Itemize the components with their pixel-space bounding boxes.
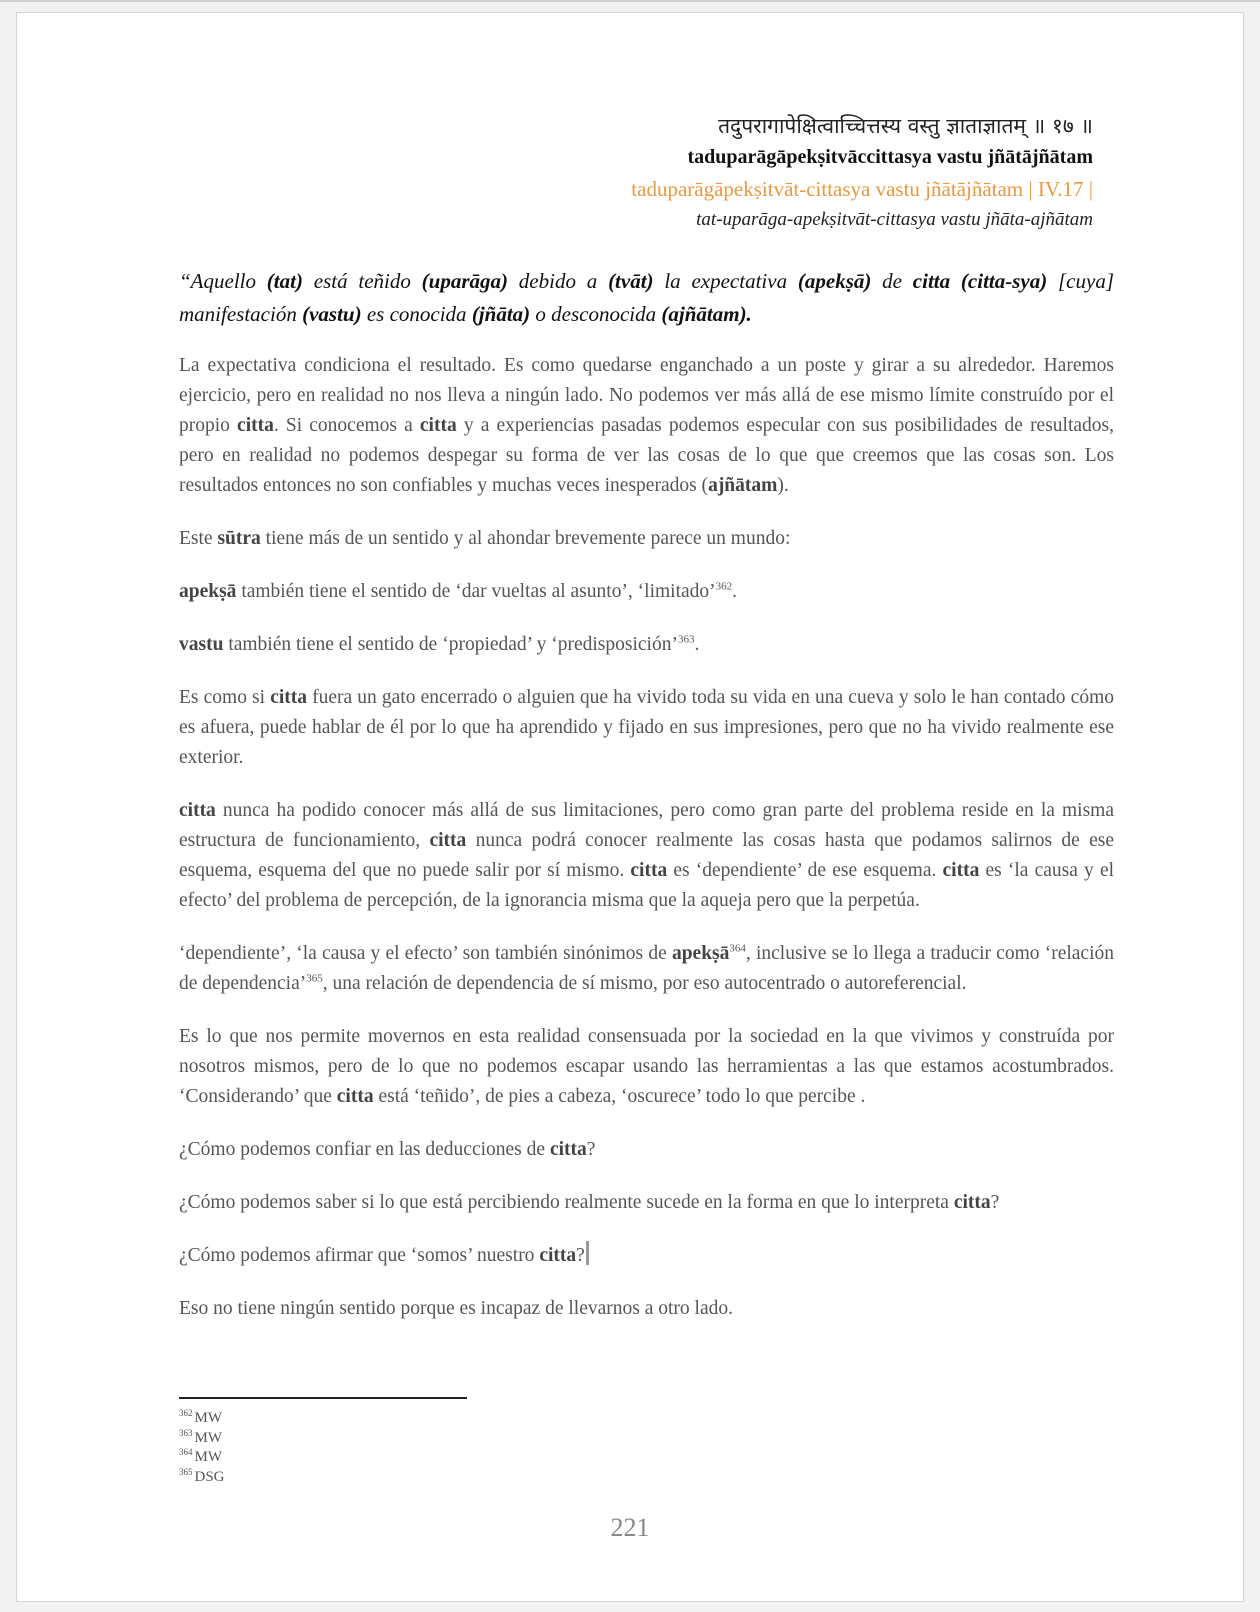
- paragraph-1: [179, 351, 1114, 501]
- footnote: [179, 1429, 225, 1449]
- text: Eso no tiene ningún sentido porque es incapaz de llevarnos a otro lado.: [179, 1298, 733, 1319]
- term: (tvāt): [608, 269, 654, 293]
- text: es ‘dependiente’ de ese esquema.: [667, 860, 943, 881]
- term: citta: [336, 1086, 374, 1107]
- term: ajñātam: [708, 475, 778, 496]
- footnote-ref[interactable]: 364: [729, 942, 746, 955]
- term: citta: [179, 800, 216, 821]
- text: ¿Cómo podemos confiar en las deducciones de: [179, 1139, 550, 1160]
- text: está ‘teñido’, de pies a cabeza, ‘oscurece’ todo lo que percibe .: [373, 1086, 866, 1107]
- footnote-ref[interactable]: 363: [677, 633, 695, 646]
- term: apekṣā: [671, 943, 730, 964]
- text: la expectativa: [653, 269, 798, 293]
- text: . Si conocemos a: [273, 415, 420, 436]
- text: o desconocida: [530, 302, 662, 326]
- document-page: [16, 12, 1244, 1602]
- footnote-ref[interactable]: 362: [715, 580, 733, 593]
- footnote: [179, 1448, 225, 1468]
- sutra-header: [631, 111, 1093, 235]
- text: también tiene el sentido de ‘propiedad’ y ‘predisposición’: [223, 634, 678, 655]
- text: es ‘la causa y el efecto’ del problema de percepción, de la ignorancia misma que la aqueja pero que la perpetúa.: [179, 860, 1115, 911]
- text: Este: [179, 528, 218, 549]
- paragraph-5: [179, 683, 1114, 773]
- footnote-text: MW: [194, 1449, 222, 1465]
- footnotes: [179, 1409, 225, 1487]
- paragraph-7: [179, 939, 1114, 999]
- footnote: [179, 1409, 225, 1429]
- sutra-word-split: tat-uparāga-apekṣitvāt-cittasya vastu jñāta-ajñātam: [696, 209, 1093, 230]
- text: debido a: [508, 269, 609, 293]
- term: (jñāta): [471, 302, 531, 326]
- text: .: [694, 634, 700, 655]
- text: .: [732, 581, 738, 602]
- text: ?: [576, 1245, 585, 1266]
- term: (uparāga): [421, 269, 509, 293]
- term: (vastu): [302, 302, 362, 326]
- footnote-ref[interactable]: 365: [306, 972, 323, 985]
- term: citta: [549, 1139, 587, 1160]
- term: citta: [237, 415, 274, 436]
- footnote: [179, 1468, 225, 1488]
- text: también tiene el sentido de ‘dar vueltas al asunto’, ‘limitado’: [236, 581, 716, 602]
- text: ¿Cómo podemos saber si lo que está percibiendo realmente sucede en la forma en que lo interpreta: [179, 1192, 954, 1213]
- page-number: 221: [610, 1513, 650, 1542]
- term: (ajñātam).: [661, 302, 752, 326]
- text: “Aquello: [179, 269, 267, 293]
- term: citta: [630, 860, 668, 881]
- footnote-text: MW: [194, 1429, 222, 1446]
- paragraph-2: [179, 524, 1114, 554]
- term: vastu: [179, 634, 224, 655]
- term: sūtra: [217, 528, 261, 549]
- term: citta: [419, 415, 457, 436]
- footnote-number: 365: [179, 1466, 193, 1477]
- term: citta: [270, 687, 307, 708]
- footnote-number: 364: [179, 1447, 193, 1457]
- paragraph-9: [179, 1294, 1114, 1324]
- term: apekṣā: [179, 581, 237, 602]
- text-cursor: [586, 1241, 589, 1265]
- term: citta: [953, 1192, 991, 1213]
- question-2: [179, 1188, 1114, 1218]
- text: es conocida: [361, 302, 472, 326]
- text: , una relación de dependencia de sí mismo, por eso autocentrado o autoreferencial.: [322, 973, 967, 994]
- body-text: [179, 265, 1114, 1347]
- term: citta: [942, 860, 980, 881]
- text: ?: [990, 1192, 1000, 1213]
- paragraph-6: [179, 796, 1114, 916]
- term: (tat): [266, 269, 303, 293]
- text: ?: [586, 1139, 596, 1160]
- text: La expectativa condiciona el resultado. Es como quedarse enganchado a un poste y girar a su alrededor. Haremos ejercicio, pero en realidad no nos lleva a ningún lado. No podemos ver más allá de ese mismo límite construído por el propio: [179, 355, 1114, 436]
- term: (apekṣā): [797, 269, 872, 293]
- text: Es lo que nos permite movernos en esta realidad consensuada por la sociedad en la que vivimos y construída por nosotros mismos, pero de lo que no podemos escapar usando las herramientas a las que estamos acostumbrados. ‘Considerando’ que: [179, 1026, 1114, 1107]
- text: ‘dependiente’, ‘la causa y el efecto’ son también sinónimos de: [179, 943, 672, 964]
- text: nunca podrá conocer realmente las cosas hasta que podamos salirnos de ese esquema, esquema del que no puede salir por sí mismo.: [179, 830, 1114, 881]
- sutra-translation: [179, 265, 1114, 331]
- text: ).: [777, 475, 789, 496]
- text: está teñido: [302, 269, 422, 293]
- text: Es como si: [179, 687, 271, 708]
- text: fuera un gato encerrado o alguien que ha vivido toda su vida en una cueva y solo le han contado cómo es afuera, puede hablar de él por lo que ha aprendido y fijado en sus impresiones, pero que no ha vivido realmente ese exterior.: [179, 687, 1114, 768]
- footnote-text: DSG: [194, 1468, 225, 1485]
- text: nunca ha podido conocer más allá de sus limitaciones, pero como gran parte del problema reside en la misma estructura de funcionamiento,: [179, 800, 1114, 851]
- term: citta: [429, 830, 467, 851]
- sutra-iast: taduparāgāpekṣitvāccittasya vastu jñātājñātam: [687, 146, 1093, 168]
- paragraph-3: [179, 577, 1114, 607]
- question-1: [179, 1135, 1114, 1165]
- text: , inclusive se lo llega a traducir como ‘relación de dependencia’: [179, 943, 1114, 994]
- paragraph-8: [179, 1022, 1114, 1112]
- footnote-separator: [179, 1397, 467, 1399]
- text: tiene más de un sentido y al ahondar brevemente parece un mundo:: [260, 528, 791, 549]
- question-3: [179, 1241, 1114, 1271]
- text: ¿Cómo podemos afirmar que ‘somos’ nuestro: [179, 1245, 540, 1266]
- sutra-iast-reference: taduparāgāpekṣitvāt-cittasya vastu jñātājñātam | IV.17 |: [631, 177, 1093, 201]
- window-top-border: [0, 0, 1260, 2]
- paragraph-4: [179, 630, 1114, 660]
- text: [cuya] manifestación: [179, 269, 1115, 326]
- sutra-devanagari: तदुपरागापेक्षित्वाच्चित्तस्य वस्तु ज्ञाताज्ञातम् ॥ १७ ॥: [718, 114, 1093, 138]
- footnote-number: 363: [179, 1427, 193, 1438]
- footnote-number: 362: [179, 1408, 193, 1418]
- text: y a experiencias pasadas podemos especular con sus posibilidades de resultados, pero en realidad no podemos despegar su forma de ver las cosas de lo que que creemos que las cosas son. Los resultados entonces no son confiables y muchas veces inesperados (: [179, 415, 1115, 496]
- term: citta: [539, 1245, 577, 1266]
- text: de: [871, 269, 913, 293]
- footnote-text: MW: [194, 1410, 222, 1426]
- term: citta (citta-sya): [912, 269, 1048, 293]
